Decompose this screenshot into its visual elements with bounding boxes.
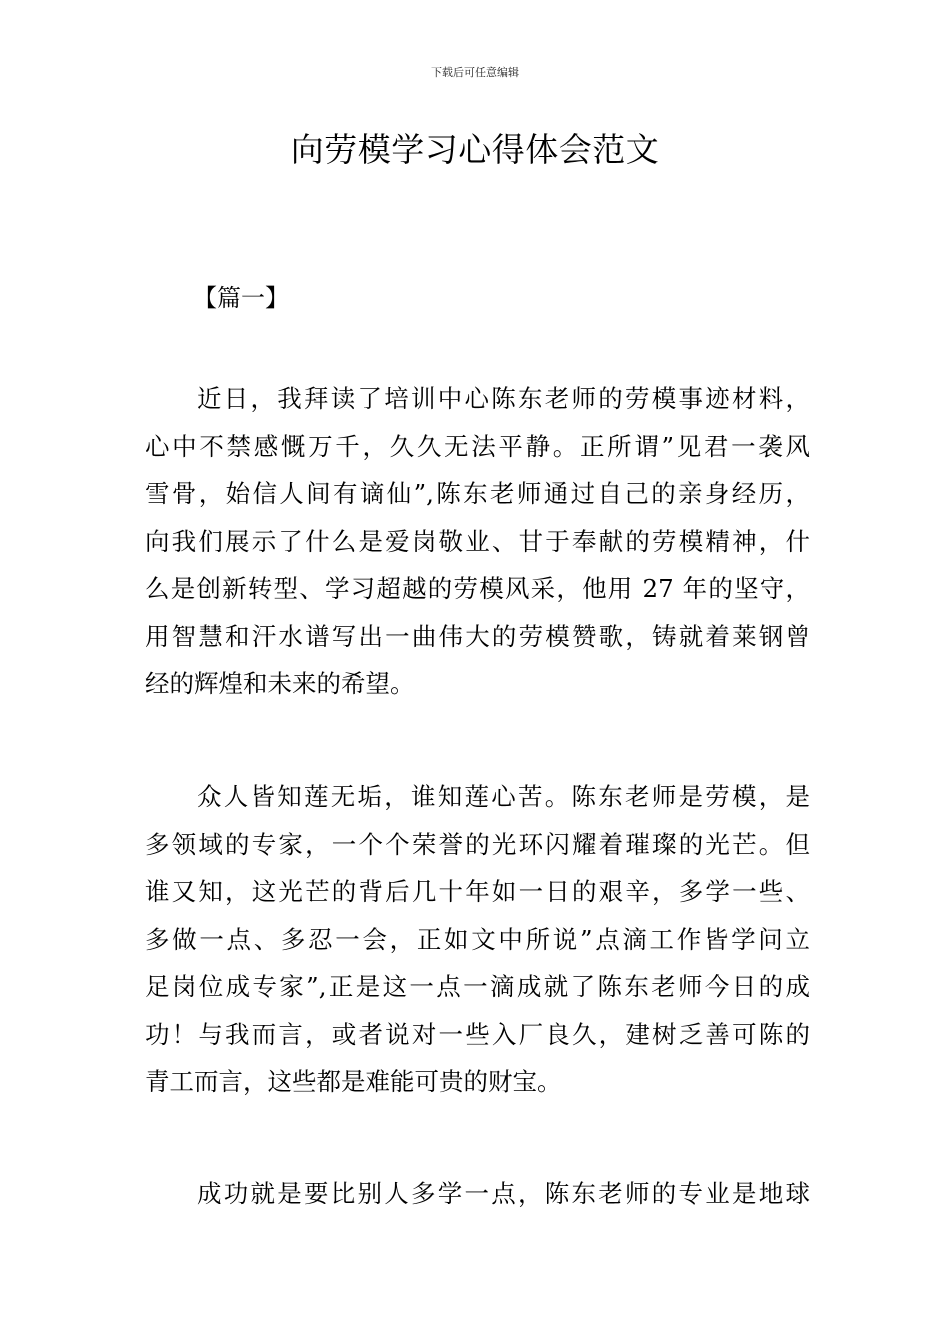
paragraph-line: 近日，我拜读了培训中心陈东老师的劳模事迹材料，: [197, 384, 810, 413]
paragraph-line: 青工而言，这些都是难能可贵的财宝。: [145, 1067, 562, 1096]
paragraph-line: 么是创新转型、学习超越的劳模风采，他用 27 年的坚守，: [145, 574, 810, 603]
paragraph-line: 雪骨，始信人间有谪仙”,陈东老师通过自己的亲身经历，: [145, 479, 810, 508]
paragraph-line: 谁又知，这光芒的背后几十年如一日的艰辛，多学一些、: [145, 877, 810, 906]
paragraph-1: [145, 375, 810, 708]
paragraph-line: 经的辉煌和未来的希望。: [145, 669, 415, 698]
paragraph-line: 众人皆知莲无垢，谁知莲心苦。陈东老师是劳模，是: [197, 782, 810, 811]
paragraph-line: 成功就是要比别人多学一点，陈东老师的专业是地球: [197, 1179, 810, 1208]
paragraph-line: 心中不禁感慨万千，久久无法平静。正所谓”见君一袭风: [145, 431, 810, 461]
paragraph-line: 向我们展示了什么是爱岗敬业、甘于奉献的劳模精神，什: [145, 526, 810, 556]
paragraph-line: 功！与我而言，或者说对一些入厂良久，建树乏善可陈的: [145, 1019, 810, 1049]
paragraph-line: 足岗位成专家”,正是这一点一滴成就了陈东老师今日的成: [145, 972, 810, 1001]
paragraph-line: 多做一点、多忍一会，正如文中所说”点滴工作皆学问立: [145, 924, 810, 954]
paragraph-line: 用智慧和汗水谱写出一曲伟大的劳模赞歌，铸就着莱钢曾: [145, 621, 810, 651]
paragraph-3: [145, 1170, 810, 1218]
document-title: 向劳模学习心得体会范文: [290, 130, 660, 169]
paragraph-line: 多领域的专家，一个个荣誉的光环闪耀着璀璨的光芒。但: [145, 829, 810, 859]
section-heading: 【篇一】: [193, 284, 289, 312]
paragraph-2: [145, 773, 810, 1106]
header-note: 下载后可任意编辑: [431, 66, 519, 79]
